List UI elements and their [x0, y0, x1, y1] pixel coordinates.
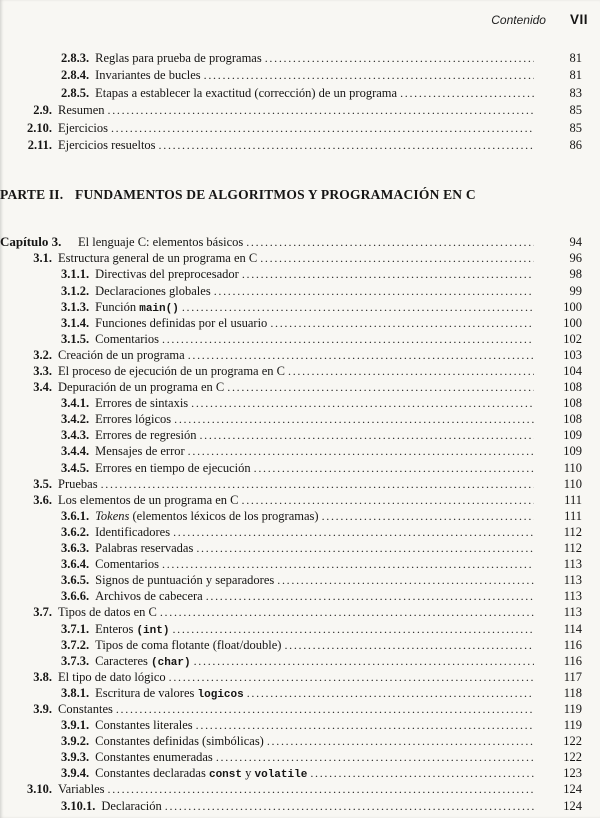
toc-entry — [0, 541, 600, 557]
entry-number: 3.4.2. — [61, 412, 90, 427]
entry-title: Constantes literales — [95, 718, 193, 733]
entry-number: 3.4. — [33, 380, 52, 395]
dot-leader — [196, 541, 534, 556]
entry-number: 3.4.5. — [61, 460, 90, 475]
toc-entry — [0, 686, 600, 702]
entry-title: Errores de regresión — [95, 428, 197, 443]
entry-page-number: 111 — [564, 492, 582, 507]
toc-entry — [0, 348, 600, 364]
entry-title: Palabras reservadas — [95, 541, 194, 556]
entry-number: 3.9.3. — [61, 750, 90, 765]
entry-number: 3.8. — [33, 669, 52, 684]
entry-title: Ejercicios resueltos — [58, 137, 156, 152]
toc-entry — [0, 493, 600, 509]
dot-leader — [254, 461, 534, 476]
toc-entry — [0, 750, 600, 766]
entry-page-number: 110 — [563, 460, 582, 475]
entry-page-number: 102 — [563, 331, 582, 346]
entry-title: Invariantes de bucles — [95, 68, 201, 83]
chapter-label: Capítulo 3. — [0, 234, 62, 250]
toc-entry — [0, 557, 600, 573]
entry-page-number: 96 — [569, 251, 582, 266]
dot-leader — [165, 799, 534, 814]
entry-page-number: 119 — [563, 701, 582, 716]
entry-title: Declaraciones globales — [95, 283, 211, 298]
running-header — [491, 12, 588, 27]
entry-page-number: 124 — [563, 782, 582, 797]
entry-title: Errores lógicos — [95, 412, 172, 427]
entry-page-number: 98 — [569, 267, 582, 282]
entry-number: 3.1. — [33, 251, 52, 266]
chapter-page-number: 94 — [569, 235, 582, 250]
chapter-title: El lenguaje C: elementos básicos — [78, 235, 244, 250]
toc-entry — [0, 766, 600, 782]
entry-title: Ejercicios — [58, 120, 108, 135]
dot-leader — [169, 670, 534, 685]
dot-leader — [206, 589, 534, 604]
toc-entry — [0, 734, 600, 750]
dot-leader — [227, 380, 534, 395]
entry-number: 3.1.2. — [61, 283, 90, 298]
entry-title: Los elementos de un programa en C — [58, 492, 239, 507]
entry-title: Comentarios — [95, 557, 160, 572]
entry-page-number: 100 — [563, 315, 582, 330]
entry-page-number: 116 — [563, 653, 582, 668]
dot-leader — [216, 750, 534, 765]
entry-number: 2.8.3. — [61, 51, 90, 65]
dot-leader — [116, 702, 534, 717]
entry-page-number: 113 — [563, 557, 582, 572]
entry-number: 2.11. — [27, 137, 52, 152]
entry-title: Tipos de datos en C — [58, 605, 157, 620]
toc-entry — [0, 364, 600, 380]
dot-leader — [214, 284, 534, 299]
entry-number: 2.10. — [27, 120, 52, 135]
dot-leader — [159, 138, 534, 153]
entry-title: Archivos de cabecera — [95, 589, 203, 604]
entry-title: Constantes declaradas const y volatile — [95, 766, 308, 782]
dot-leader — [101, 477, 534, 492]
dot-leader — [108, 103, 534, 118]
entry-page-number: 119 — [563, 718, 582, 733]
entry-page-number: 104 — [563, 364, 582, 378]
dot-leader — [188, 444, 534, 459]
toc-entry — [0, 573, 600, 589]
entry-page-number: 108 — [563, 396, 582, 411]
toc-entry — [0, 51, 600, 68]
entry-number: 3.9.1. — [61, 718, 90, 733]
entry-number: 3.7.1. — [61, 621, 90, 636]
toc-entry — [0, 332, 600, 348]
entry-page-number: 86 — [569, 137, 582, 152]
dot-leader — [204, 68, 534, 83]
dot-leader — [270, 316, 534, 331]
entry-number: 3.7. — [33, 605, 52, 620]
entry-page-number: 83 — [569, 85, 582, 100]
entry-title: Etapas a establecer la exactitud (corrección) de un programa — [95, 85, 398, 100]
running-header-section: Contenido — [491, 13, 546, 27]
entry-number: 3.1.5. — [61, 331, 90, 346]
toc-entry — [0, 396, 600, 412]
entry-number: 3.8.1. — [61, 685, 90, 700]
entry-number: 3.6.6. — [61, 589, 90, 604]
entry-page-number: 109 — [563, 444, 582, 459]
dot-leader — [247, 686, 534, 701]
entry-number: 3.3. — [33, 364, 52, 378]
entry-title: Funciones definidas por el usuario — [95, 315, 268, 330]
toc-entry — [0, 267, 600, 283]
entry-number: 3.4.1. — [61, 396, 90, 411]
entry-page-number: 118 — [563, 685, 582, 700]
entry-page-number: 117 — [563, 669, 582, 684]
toc-entry — [0, 68, 600, 85]
entry-title: Identificadores — [95, 524, 171, 539]
toc-entry — [0, 477, 600, 493]
entry-page-number: 122 — [563, 750, 582, 765]
toc-entry — [0, 444, 600, 460]
dot-leader — [111, 121, 534, 136]
toc-entry — [0, 138, 600, 155]
entry-number: 3.2. — [33, 347, 52, 362]
dot-leader — [277, 573, 534, 588]
toc-entry — [0, 589, 600, 605]
entry-page-number: 109 — [563, 428, 582, 443]
entry-number: 2.8.5. — [61, 85, 90, 100]
entry-number: 3.6.5. — [61, 573, 90, 588]
entry-number: 3.7.2. — [61, 637, 90, 652]
entry-title: Constantes definidas (simbólicas) — [95, 734, 264, 749]
dot-leader — [191, 396, 534, 411]
entry-page-number: 111 — [564, 508, 582, 523]
entry-page-number: 122 — [563, 734, 582, 749]
dot-leader — [246, 235, 534, 250]
entry-page-number: 124 — [563, 798, 582, 813]
dot-leader — [265, 51, 534, 66]
dot-leader — [162, 332, 534, 347]
dot-leader — [194, 654, 534, 669]
entry-number: 3.1.3. — [61, 299, 90, 314]
dot-leader — [242, 493, 534, 508]
entry-title: Estructura general de un programa en C — [58, 251, 258, 266]
dot-leader — [108, 782, 534, 797]
chapter-heading-row — [0, 234, 600, 251]
entry-number: 3.6. — [33, 492, 52, 507]
dot-leader — [174, 412, 534, 427]
toc-entry — [0, 461, 600, 477]
entry-title: Caracteres (char) — [95, 653, 191, 669]
entry-title: Resumen — [58, 103, 105, 118]
entry-page-number: 85 — [569, 103, 582, 118]
entry-page-number: 81 — [569, 68, 582, 83]
entry-title: Constantes — [58, 701, 113, 716]
entry-number: 2.8.4. — [61, 68, 90, 83]
toc-entry — [0, 509, 600, 525]
entry-number: 3.4.4. — [61, 444, 90, 459]
entry-title: Constantes enumeradas — [95, 750, 213, 765]
toc-entry — [0, 380, 600, 396]
entry-number: 3.6.2. — [61, 524, 90, 539]
entry-title: Depuración de un programa en C — [58, 380, 225, 395]
entry-page-number: 85 — [569, 120, 582, 135]
entry-page-number: 108 — [563, 380, 582, 395]
entry-title: Declaración — [101, 798, 162, 813]
toc-entry — [0, 654, 600, 670]
entry-title: Tokens (elementos léxicos de los programas) — [95, 508, 319, 523]
entry-number: 2.9. — [33, 103, 52, 118]
entry-title: Función main() — [95, 299, 179, 315]
toc-entry — [0, 718, 600, 734]
toc-entry — [0, 605, 600, 621]
toc-entry — [0, 670, 600, 686]
dot-leader — [267, 734, 534, 749]
entry-number: 3.1.4. — [61, 315, 90, 330]
entry-title: Directivas del preprocesador — [95, 267, 239, 282]
entry-page-number: 112 — [563, 541, 582, 556]
part-label: PARTE II. — [0, 187, 64, 203]
dot-leader — [260, 251, 534, 266]
entry-number: 3.6.3. — [61, 541, 90, 556]
entry-page-number: 100 — [563, 299, 582, 314]
entry-page-number: 110 — [563, 476, 582, 491]
entry-page-number: 114 — [563, 621, 582, 636]
entry-page-number: 112 — [563, 524, 582, 539]
entry-title: Comentarios — [95, 331, 160, 346]
entry-page-number: 113 — [563, 573, 582, 588]
toc-entry — [0, 121, 600, 138]
toc-entry — [0, 638, 600, 654]
toc-entry — [0, 525, 600, 541]
entry-number: 3.6.1. — [61, 508, 90, 523]
entry-title: El proceso de ejecución de un programa en C — [58, 364, 285, 378]
entry-page-number: 103 — [563, 347, 582, 362]
toc-entry — [0, 428, 600, 444]
entry-page-number: 108 — [563, 412, 582, 427]
toc-entry — [0, 702, 600, 718]
entry-title: Escritura de valores logicos — [95, 685, 244, 701]
entry-page-number: 116 — [563, 637, 582, 652]
toc-entry — [0, 799, 600, 815]
toc-entry — [0, 412, 600, 428]
entry-number: 3.6.4. — [61, 557, 90, 572]
dot-leader — [188, 348, 534, 363]
part-heading — [0, 187, 600, 205]
entry-page-number: 113 — [563, 589, 582, 604]
dot-leader — [310, 766, 534, 781]
toc-entry — [0, 622, 600, 638]
toc-entry — [0, 300, 600, 316]
entry-title: El tipo de dato lógico — [58, 669, 166, 684]
toc-entry — [0, 86, 600, 103]
entry-page-number: 113 — [563, 605, 582, 620]
dot-leader — [322, 509, 534, 524]
entry-title: Creación de un programa — [58, 347, 185, 362]
entry-number: 3.9. — [33, 701, 52, 716]
entry-title: Enteros (int) — [95, 621, 170, 637]
dot-leader — [288, 364, 534, 379]
toc-section-chapter3 — [0, 251, 600, 814]
entry-number: 3.1.1. — [61, 267, 90, 282]
entry-title: Errores en tiempo de ejecución — [95, 460, 251, 475]
entry-title: Signos de puntuación y separadores — [95, 573, 275, 588]
toc-entry — [0, 782, 600, 798]
entry-page-number: 81 — [569, 51, 582, 65]
dot-leader — [284, 638, 534, 653]
running-header-page-number: VII — [569, 12, 588, 27]
dot-leader — [400, 86, 534, 101]
toc-entry — [0, 251, 600, 267]
entry-page-number: 123 — [563, 766, 582, 781]
entry-number: 3.10.1. — [61, 798, 96, 813]
entry-number: 3.9.2. — [61, 734, 90, 749]
toc-entry — [0, 316, 600, 332]
toc-section-chapter2 — [0, 51, 600, 155]
entry-title: Errores de sintaxis — [95, 396, 189, 411]
entry-title: Mensajes de error — [95, 444, 185, 459]
entry-title: Pruebas — [58, 476, 98, 491]
dot-leader — [162, 557, 534, 572]
entry-number: 3.9.4. — [61, 766, 90, 781]
dot-leader — [242, 267, 534, 282]
toc-entry — [0, 103, 600, 120]
entry-number: 3.7.3. — [61, 653, 90, 668]
dot-leader — [173, 525, 534, 540]
toc-entry — [0, 284, 600, 300]
entry-title: Reglas para prueba de programas — [95, 51, 262, 65]
entry-page-number: 99 — [569, 283, 582, 298]
entry-number: 3.10. — [27, 782, 52, 797]
dot-leader — [182, 300, 534, 315]
part-title: FUNDAMENTOS DE ALGORITMOS Y PROGRAMACIÓN EN C — [75, 187, 476, 203]
entry-number: 3.5. — [33, 476, 52, 491]
entry-title: Tipos de coma flotante (float/double) — [95, 637, 282, 652]
entry-number: 3.4.3. — [61, 428, 90, 443]
dot-leader — [160, 605, 534, 620]
dot-leader — [199, 428, 534, 443]
dot-leader — [196, 718, 534, 733]
dot-leader — [172, 622, 534, 637]
entry-title: Variables — [58, 782, 105, 797]
